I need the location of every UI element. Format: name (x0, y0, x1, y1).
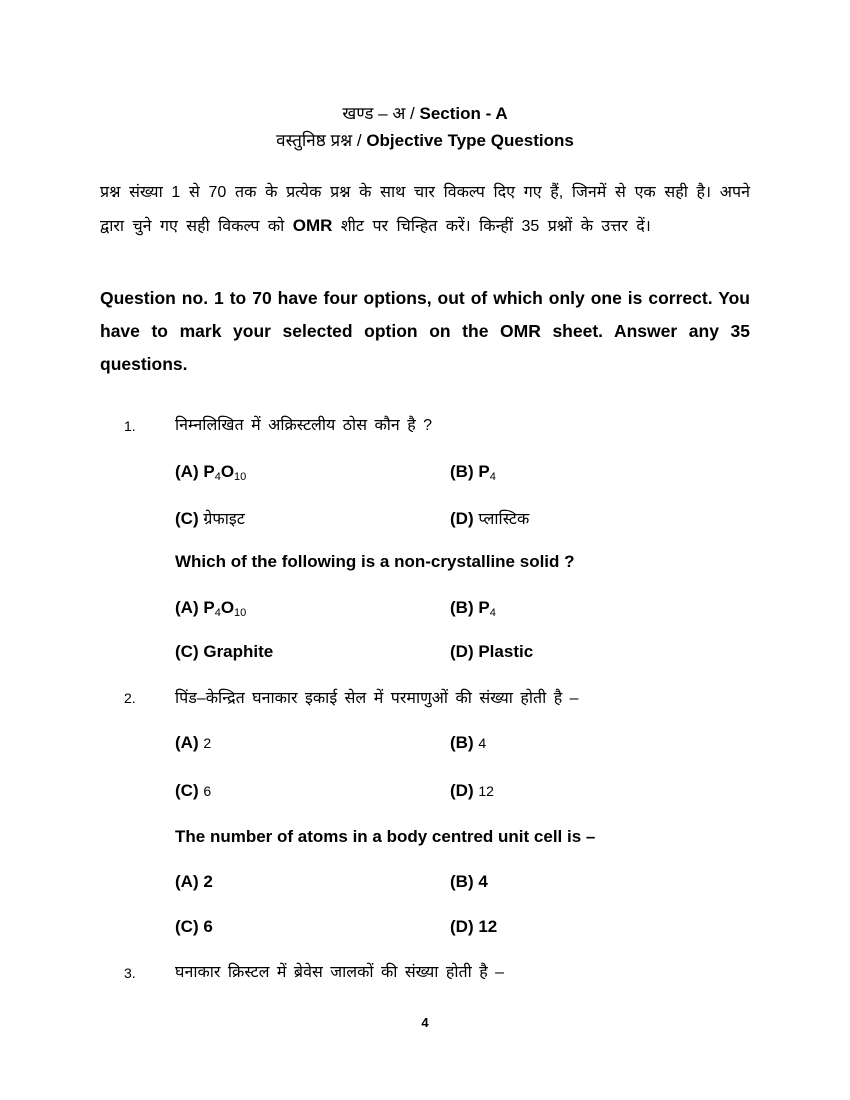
question-type-english: Objective Type Questions (366, 131, 574, 150)
option-label: (C) (175, 509, 199, 528)
option-a-english (175, 598, 246, 619)
formula-subscript: 10 (234, 471, 247, 483)
option-label: (A) (175, 598, 199, 617)
page-number: 4 (421, 1015, 429, 1030)
option-c-english (175, 917, 213, 937)
question-text-english: The number of atoms in a body centred unit cell is – (175, 827, 596, 846)
section-heading-english: Section - A (419, 104, 508, 123)
option-value: ग्रेफाइट (203, 511, 245, 528)
section-heading-hindi: खण्ड – अ / (342, 104, 415, 123)
option-value: 6 (203, 917, 213, 936)
formula-subscript: 4 (489, 471, 496, 483)
option-value: 6 (203, 783, 212, 799)
formula-subscript: 4 (489, 607, 496, 619)
formula-part: P (203, 598, 215, 617)
formula-part: O (220, 598, 235, 617)
option-label: (A) (175, 462, 199, 481)
option-a-hindi (175, 462, 246, 483)
formula-part: P (478, 598, 490, 617)
formula-subscript: 10 (234, 607, 247, 619)
option-d-hindi (450, 507, 529, 529)
option-label: (B) (450, 598, 474, 617)
option-value: 12 (478, 917, 498, 936)
question-type-heading (0, 128, 850, 151)
option-value: 2 (203, 872, 213, 891)
option-label: (C) (175, 642, 199, 661)
option-label: (C) (175, 781, 199, 800)
option-c-english (175, 642, 273, 662)
option-a-english (175, 872, 213, 892)
instructions-hindi (100, 176, 750, 243)
question-number: 3. (124, 965, 136, 981)
section-heading (0, 101, 850, 124)
instructions-english: Question no. 1 to 70 have four options, out of which only one is correct. You have to mark your selected option on the OMR sheet. Answer any 35 questions. (100, 288, 750, 374)
question-number: 2. (124, 690, 136, 706)
option-label: (D) (450, 917, 474, 936)
option-value: प्लास्टिक (478, 511, 530, 528)
option-value: 2 (203, 735, 212, 751)
question-number: 1. (124, 418, 136, 434)
question-type-hindi: वस्तुनिष्ठ प्रश्न / (276, 131, 362, 150)
option-b-english (450, 872, 488, 892)
option-label: (D) (450, 509, 474, 528)
formula-part: P (478, 462, 490, 481)
option-label: (B) (450, 733, 474, 752)
formula-subscript: 4 (214, 471, 221, 483)
option-b-english (450, 598, 496, 619)
option-value: Plastic (478, 642, 534, 661)
option-label: (A) (175, 733, 199, 752)
question-text-hindi: पिंड–केन्द्रित घनाकार इकाई सेल में परमाणुओं की संख्या होती है – (175, 690, 579, 707)
question-text-hindi: निम्नलिखित में अक्रिस्टलीय ठोस कौन है ? (175, 417, 433, 434)
option-label: (B) (450, 462, 474, 481)
formula-part: O (220, 462, 235, 481)
option-c-hindi (175, 781, 211, 801)
option-value: 12 (478, 783, 494, 799)
instructions-hindi-text-1: प्रश्न संख्या 1 से 70 तक के प्रत्येक प्रश्न के साथ चार विकल्प दिए गए हैं, जिनमें से एक सही है। अपने द्वारा चुने गए सही विकल्प को (100, 184, 750, 235)
option-label: (A) (175, 872, 199, 891)
option-label: (B) (450, 872, 474, 891)
option-a-hindi (175, 733, 211, 753)
option-b-hindi (450, 733, 486, 753)
instructions-hindi-omr: OMR (292, 216, 333, 235)
option-value: 4 (478, 872, 488, 891)
option-value: 4 (478, 735, 487, 751)
option-d-english (450, 917, 497, 937)
question-text-english: Which of the following is a non-crystalline solid ? (175, 552, 575, 571)
option-value: Graphite (203, 642, 274, 661)
option-d-english (450, 642, 533, 662)
option-label: (D) (450, 781, 474, 800)
option-c-hindi (175, 507, 245, 529)
formula-part: P (203, 462, 215, 481)
option-d-hindi (450, 781, 494, 801)
option-b-hindi (450, 462, 496, 483)
formula-subscript: 4 (214, 607, 221, 619)
instructions-hindi-text-2: शीट पर चिन्हित करें। किन्हीं 35 प्रश्नों के उत्तर दें। (340, 218, 651, 235)
question-text-hindi: घनाकार क्रिस्टल में ब्रेवेस जालकों की संख्या होती है – (175, 964, 505, 981)
option-label: (D) (450, 642, 474, 661)
option-label: (C) (175, 917, 199, 936)
